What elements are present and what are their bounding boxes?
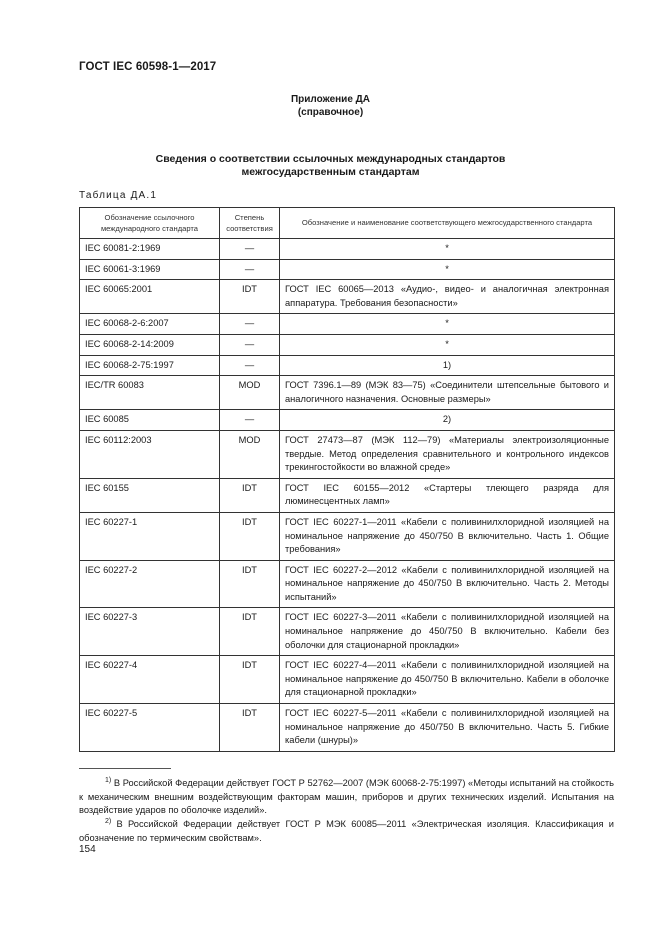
cell-reference: IEC 60068-2-14:2009	[80, 334, 220, 355]
section-title	[0, 153, 661, 179]
footnote-1	[79, 774, 614, 818]
cell-reference: IEC 60155	[80, 478, 220, 512]
cell-interstate-standard: ГОСТ IEC 60227-4—2011 «Кабели с поливинилхлоридной изоляцией на номинальное напряжение до 450/750 В включительно. Кабели в оболочке для стационарной прокладки»	[280, 656, 615, 704]
cell-degree: IDT	[220, 512, 280, 560]
cell-degree: —	[220, 334, 280, 355]
cell-interstate-standard: *	[280, 314, 615, 335]
table-row	[80, 280, 615, 314]
cell-interstate-standard: *	[280, 239, 615, 260]
column-header-reference: Обозначение ссылочного международного стандарта	[80, 208, 220, 239]
table-row	[80, 410, 615, 431]
table-row	[80, 334, 615, 355]
page-number: 154	[79, 844, 96, 855]
column-header-degree: Степень соответствия	[220, 208, 280, 239]
cell-degree: MOD	[220, 376, 280, 410]
footnote-separator	[79, 768, 171, 769]
cell-reference: IEC 60227-4	[80, 656, 220, 704]
cell-degree: —	[220, 314, 280, 335]
cell-degree: —	[220, 259, 280, 280]
annex-subtitle: (справочное)	[297, 107, 364, 118]
correspondence-table	[79, 207, 615, 752]
table-row	[80, 656, 615, 704]
cell-interstate-standard: ГОСТ 27473—87 (МЭК 112—79) «Материалы электроизоляционные твердые. Метод определения сравнительного и контрольного индексов трекингостойкости во влажной среде»	[280, 430, 615, 478]
footnote-1-text: В Российской Федерации действует ГОСТ Р 52762—2007 (МЭК 60068-2-75:1997) «Методы испытаний на стойкость к механическим внешним воздействующим факторам машин, приборов и других технических изделий. Испытания на воздействие ударов по оболочке изделий».	[79, 778, 614, 816]
cell-reference: IEC 60112:2003	[80, 430, 220, 478]
table-row	[80, 478, 615, 512]
cell-interstate-standard: ГОСТ IEC 60065—2013 «Аудио-, видео- и аналогичная электронная аппаратура. Требования безопасности»	[280, 280, 615, 314]
table-row	[80, 704, 615, 752]
table-caption: Таблица ДА.1	[79, 190, 158, 201]
cell-reference: IEC 60227-3	[80, 608, 220, 656]
cell-interstate-standard: ГОСТ IEC 60227-2—2012 «Кабели с поливинилхлоридной изоляцией на номинальное напряжение до 450/750 В включительно. Часть 2. Методы испытаний»	[280, 560, 615, 608]
cell-interstate-standard: 2)	[280, 410, 615, 431]
cell-degree: IDT	[220, 280, 280, 314]
table-row	[80, 314, 615, 335]
cell-interstate-standard: *	[280, 334, 615, 355]
cell-degree: IDT	[220, 656, 280, 704]
footnote-2	[79, 815, 614, 845]
cell-degree: —	[220, 410, 280, 431]
cell-degree: IDT	[220, 560, 280, 608]
cell-interstate-standard: ГОСТ IEC 60227-1—2011 «Кабели с поливинилхлоридной изоляцией на номинальное напряжение до 450/750 В включительно. Часть 1. Общие требования»	[280, 512, 615, 560]
annex-title: Приложение ДА	[290, 94, 371, 105]
cell-degree: —	[220, 239, 280, 260]
table-row	[80, 259, 615, 280]
cell-interstate-standard: ГОСТ IEC 60227-5—2011 «Кабели с поливинилхлоридной изоляцией на номинальное напряжение до 450/750 В включительно. Часть 5. Гибкие кабели (шнуры)»	[280, 704, 615, 752]
table-row	[80, 376, 615, 410]
cell-reference: IEC 60081-2:1969	[80, 239, 220, 260]
cell-interstate-standard: ГОСТ 7396.1—89 (МЭК 83—75) «Соединители штепсельные бытового и аналогичного назначения. Основные размеры»	[280, 376, 615, 410]
section-title-line2: межгосударственным стандартам	[241, 166, 420, 178]
section-title-line1: Сведения о соответствии ссылочных международных стандартов	[155, 153, 506, 165]
footnote-2-text: В Российской Федерации действует ГОСТ Р МЭК 60085—2011 «Электрическая изоляция. Классификация и обозначение по термическим свойствам».	[79, 819, 614, 843]
cell-reference: IEC 60227-1	[80, 512, 220, 560]
table-row	[80, 355, 615, 376]
cell-interstate-standard: *	[280, 259, 615, 280]
cell-reference: IEC 60061-3:1969	[80, 259, 220, 280]
cell-reference: IEC/TR 60083	[80, 376, 220, 410]
cell-degree: IDT	[220, 478, 280, 512]
document-id: ГОСТ IEC 60598-1—2017	[79, 61, 217, 73]
cell-degree: MOD	[220, 430, 280, 478]
table-header-row	[80, 208, 615, 239]
annex-heading	[0, 93, 661, 119]
cell-reference: IEC 60085	[80, 410, 220, 431]
table-row	[80, 239, 615, 260]
table-row	[80, 512, 615, 560]
table-row	[80, 560, 615, 608]
cell-reference: IEC 60065:2001	[80, 280, 220, 314]
footnote-2-mark: 2)	[105, 818, 112, 825]
footnote-1-mark: 1)	[105, 777, 112, 784]
cell-reference: IEC 60068-2-75:1997	[80, 355, 220, 376]
column-header-interstate-standard: Обозначение и наименование соответствующего межгосударственного стандарта	[280, 208, 615, 239]
cell-reference: IEC 60227-2	[80, 560, 220, 608]
table-row	[80, 430, 615, 478]
cell-reference: IEC 60227-5	[80, 704, 220, 752]
cell-interstate-standard: ГОСТ IEC 60227-3—2011 «Кабели с поливинилхлоридной изоляцией на номинальное напряжение до 450/750 В включительно. Кабели без оболочки для стационарной прокладки»	[280, 608, 615, 656]
cell-degree: —	[220, 355, 280, 376]
cell-interstate-standard: ГОСТ IEC 60155—2012 «Стартеры тлеющего разряда для люминесцентных ламп»	[280, 478, 615, 512]
cell-degree: IDT	[220, 608, 280, 656]
table-row	[80, 608, 615, 656]
cell-degree: IDT	[220, 704, 280, 752]
cell-reference: IEC 60068-2-6:2007	[80, 314, 220, 335]
cell-interstate-standard: 1)	[280, 355, 615, 376]
